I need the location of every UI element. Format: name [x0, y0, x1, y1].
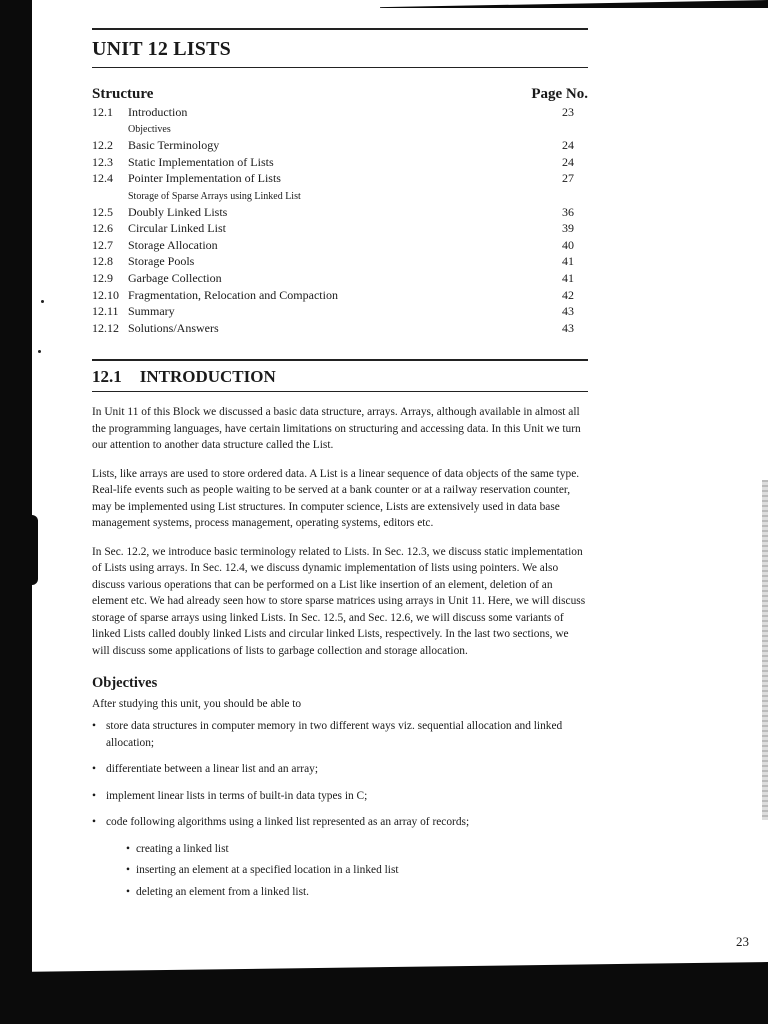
objective-subitem: [126, 841, 588, 858]
bullet-icon: •: [92, 816, 96, 829]
bullet-icon: •: [92, 789, 96, 802]
objective-subitem: [126, 862, 588, 879]
scan-speck: [41, 300, 44, 303]
bullet-icon: •: [126, 885, 130, 898]
toc-row: [92, 155, 588, 172]
toc-row: [92, 238, 588, 255]
scan-speck: [38, 350, 41, 353]
objectives-heading: Objectives: [92, 675, 158, 692]
section-number: 12.1: [92, 367, 122, 387]
toc-label: Doubly Linked Lists: [128, 204, 228, 219]
toc-label: Storage Pools: [128, 254, 195, 269]
objective-text: differentiate between a linear list and an array;: [106, 763, 318, 776]
objectives-sublist: [126, 841, 588, 901]
scan-bottom-margin: [0, 972, 768, 1024]
toc-number: 12.5: [92, 204, 113, 219]
toc-label: Introduction: [128, 105, 188, 119]
objectives-list: [92, 718, 588, 831]
objective-subtext: inserting an element at a specified location in a linked list: [136, 864, 399, 877]
scan-right-edge: [762, 480, 768, 820]
toc-row: [92, 304, 588, 321]
toc-row: [92, 321, 588, 338]
unit-title: UNIT 12 LISTS: [92, 28, 588, 68]
toc-subentry: Storage of Sparse Arrays using Linked List: [128, 190, 301, 202]
toc-label: Basic Terminology: [128, 138, 220, 153]
toc-label: Static Implementation of Lists: [128, 154, 274, 169]
toc-label: Pointer Implementation of Lists: [128, 171, 281, 186]
objective-item: [92, 761, 588, 778]
toc-row: [92, 288, 588, 305]
page-number: 23: [736, 934, 749, 949]
page-no-heading: Page No.: [531, 86, 588, 102]
objectives-intro: After studying this unit, you should be able to: [92, 698, 302, 711]
toc-row: [92, 171, 588, 188]
toc-page-number: 41: [562, 270, 574, 285]
document-page: [92, 28, 588, 905]
structure-heading: Structure: [92, 86, 154, 102]
bullet-icon: •: [126, 842, 130, 855]
toc-number: 12.4: [92, 171, 113, 186]
bullet-icon: •: [92, 763, 96, 776]
toc-page-number: 27: [562, 171, 574, 186]
bullet-icon: •: [126, 864, 130, 877]
toc-number: 12.9: [92, 270, 113, 285]
toc-row: [92, 271, 588, 288]
toc-page-number: 42: [562, 287, 574, 302]
toc-number: 12.6: [92, 221, 113, 236]
toc-number: 12.3: [92, 154, 113, 169]
bullet-icon: •: [92, 720, 96, 733]
toc-page-number: 23: [562, 105, 574, 119]
section-title: INTRODUCTION: [139, 367, 276, 387]
toc-page-number: 39: [562, 221, 574, 236]
toc-page-number: 40: [562, 237, 574, 252]
objective-subtext: creating a linked list: [136, 842, 229, 855]
table-of-contents: [92, 105, 588, 337]
scan-top-shadow: [380, 0, 768, 8]
toc-label: Solutions/Answers: [128, 320, 219, 335]
toc-row: [92, 254, 588, 271]
toc-number: 12.10: [92, 287, 119, 302]
paragraph: In Sec. 12.2, we introduce basic terminology related to Lists. In Sec. 12.3, we discuss static implementation of Lists using arrays. In Sec. 12.4, we discuss dynamic implementation of lists using pointers. We also discuss various operations that can be performed on a List like insertion of an element, deletion of an element etc. We had already seen how to store sparse matrices using arrays in Unit 11. Here, we will discuss storage of sparse arrays using linked Lists. In Sec. 12.5, and Sec. 12.6, we will discuss some variants of linked Lists called doubly linked Lists and circular linked Lists, respectively. In the last two sections, we will discuss some applications of lists to garbage collection and storage allocation.: [92, 545, 586, 657]
toc-label: Summary: [128, 304, 175, 319]
toc-label: Storage Allocation: [128, 237, 218, 252]
toc-page-number: 24: [562, 154, 574, 169]
toc-page-number: 24: [562, 138, 574, 153]
objective-item: [92, 814, 588, 831]
paragraph: Lists, like arrays are used to store ordered data. A List is a linear sequence of data objects of the same type. Real-life events such as people waiting to be served at a bank counter or at a railway reservation counter, may be implemented using List structures. In computer science, Lists are extensively used in data base management systems, process management, operating systems, editors etc.: [92, 467, 580, 530]
toc-number: 12.8: [92, 254, 113, 269]
toc-number: 12.7: [92, 237, 113, 252]
objective-text: store data structures in computer memory in two different ways viz. sequential allocation and linked allocation;: [106, 720, 563, 749]
paragraph: In Unit 11 of this Block we discussed a basic data structure, arrays. Arrays, although available in almost all the programming languages, have certain limitations on structuring and accessing data. In this Unit we turn our attention to another data structure called the List.: [92, 406, 581, 452]
section-heading: [92, 359, 588, 392]
objective-text: code following algorithms using a linked list represented as an array of records;: [106, 816, 470, 829]
objective-text: implement linear lists in terms of built-in data types in C;: [106, 789, 368, 802]
toc-subentry: Objectives: [128, 124, 171, 136]
toc-row: [92, 205, 588, 222]
toc-label: Circular Linked List: [128, 221, 226, 236]
objective-item: [92, 718, 588, 751]
toc-label: Fragmentation, Relocation and Compaction: [128, 287, 338, 302]
toc-page-number: 43: [562, 304, 574, 319]
toc-row: [92, 105, 588, 122]
toc-row: [92, 138, 588, 155]
toc-number: 12.12: [92, 320, 119, 335]
toc-page-number: 36: [562, 204, 574, 219]
objective-subitem: [126, 884, 588, 901]
objective-subtext: deleting an element from a linked list.: [136, 885, 310, 898]
toc-row: [92, 221, 588, 238]
toc-page-number: 41: [562, 254, 574, 269]
toc-number: 12.11: [92, 304, 119, 319]
toc-number: 12.2: [92, 138, 113, 153]
scan-left-artifact: [30, 515, 38, 585]
toc-number: 12.1: [92, 105, 113, 119]
objective-item: [92, 788, 588, 805]
scan-left-margin: [0, 0, 32, 1024]
toc-label: Garbage Collection: [128, 270, 222, 285]
structure-header: [92, 86, 588, 103]
toc-page-number: 43: [562, 320, 574, 335]
